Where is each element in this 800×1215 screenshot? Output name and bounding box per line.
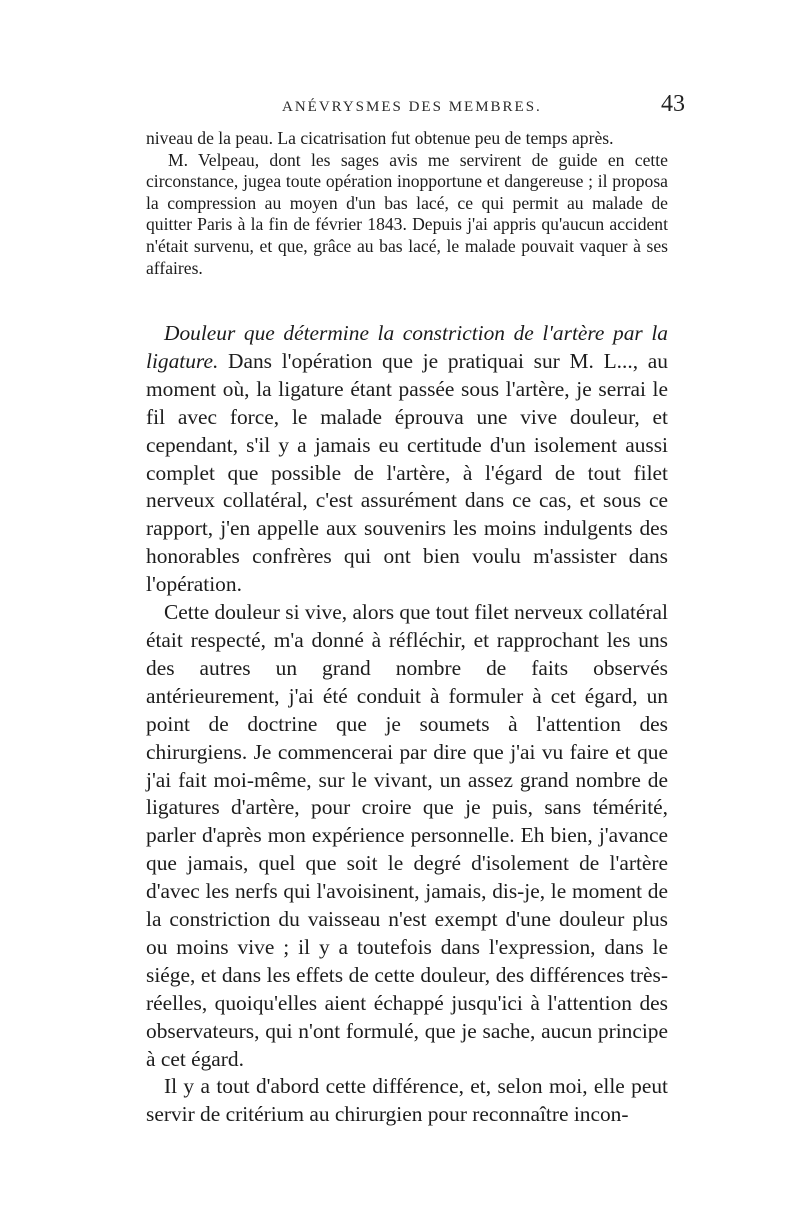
- page-number: 43: [661, 91, 685, 117]
- main-text-block: [146, 320, 668, 1129]
- paragraph-3-text: Dans l'opération que je pratiquai sur M. L..., au moment où, la ligature étant passée sous l'artère, je serrai le fil avec force, le malade éprouva une vive douleur, et cependant, s'il y a jamais eu certitude d'un isolement aussi complet que possible de l'artère, à l'égard de tout filet nerveux collatéral, c'est assurément dans ce cas, et sous ce rapport, j'en appelle aux souvenirs les moins indulgents des honorables confrères qui ont bien voulu m'assister dans l'opération.: [146, 348, 668, 597]
- paragraph-4: Cette douleur si vive, alors que tout filet nerveux collatéral était respecté, m'a donné à réfléchir, et rapprochant les uns des autres un grand nombre de faits observés antérieurement, j'ai été conduit à formuler à cet égard, un point de doctrine que je soumets à l'attention des chirurgiens. Je commencerai par dire que j'ai vu faire et que j'ai fait moi-même, sur le vivant, un assez grand nombre de ligatures d'artère, pour croire que je puis, sans témérité, parler d'après mon expérience personnelle. Eh bien, j'avance que jamais, quel que soit le degré d'isolement de l'artère d'avec les nerfs qui l'avoisinent, jamais, dis-je, le moment de la constriction du vaisseau n'est exempt d'une douleur plus ou moins vive ; il y a toutefois dans l'expression, dans le siége, et dans les effets de cette douleur, des différences très-réelles, quoiqu'elles aient échappé jusqu'ici à l'attention des observateurs, qui n'ont formulé, que je sache, aucun principe à cet égard.: [146, 600, 668, 1071]
- paragraph-2: M. Velpeau, dont les sages avis me servirent de guide en cette circonstance, jugea toute opération inopportune et dangereuse ; il proposa la compression au moyen d'un bas lacé, ce qui permit au malade de quitter Paris à la fin de février 1843. Depuis j'ai appris qu'aucun accident n'était survenu, et que, grâce au bas lacé, le malade pouvait vaquer à ses affaires.: [146, 149, 668, 278]
- page-header: [150, 91, 685, 125]
- small-print-block: [146, 128, 668, 279]
- running-title: ANÉVRYSMES DES MEMBRES.: [282, 99, 542, 115]
- paragraph-3: [146, 320, 668, 599]
- paragraph-5: Il y a tout d'abord cette différence, et, selon moi, elle peut servir de critérium au chirurgien pour reconnaître incon-: [146, 1074, 668, 1127]
- paragraph-1: niveau de la peau. La cicatrisation fut obtenue peu de temps après.: [146, 128, 614, 148]
- section-heading: Douleur que détermine la constriction de l'artère par la ligature.: [146, 321, 668, 373]
